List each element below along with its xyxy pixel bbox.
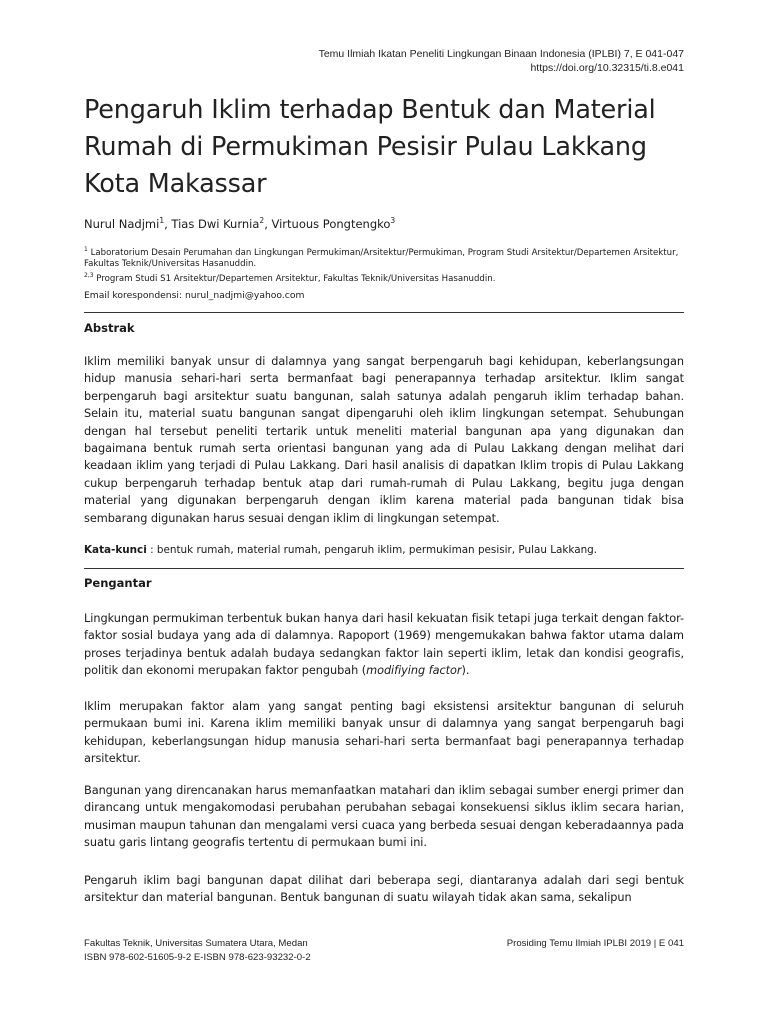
journal-citation: Temu Ilmiah Ikatan Peneliti Lingkungan Binaan Indonesia (IPLBI) 7, E 041-047 [318,48,684,60]
keywords [84,543,684,558]
footer-institution: Fakultas Teknik, Universitas Sumatera Utara, Medan [84,938,308,949]
author-affiliation-mark: 1 [159,216,165,225]
journal-header [84,47,684,75]
paper-title: Pengaruh Iklim terhadap Bentuk dan Material Rumah di Permukiman Pesisir Pulau Lakkang Kota Makassar [84,95,656,199]
keywords-separator: : [146,544,157,556]
affiliation-item [84,244,689,270]
author-affiliation-mark: 3 [390,216,396,225]
doi-link[interactable]: https://doi.org/10.32315/ti.8.e041 [530,62,684,74]
author-name: Tias Dwi Kurnia [171,216,260,231]
introduction-paragraph: Iklim merupakan faktor alam yang sangat penting bagi eksistensi arsitektur bangunan di seluruh permukaan bumi ini. Karena iklim memiliki banyak unsur di dalamnya yang sangat berpengaruh bagi kehidupan, keberlangsungan hidup manusia sehari-hari serta bermanfaat bagi penerapannya terhadap arsitektur. [84,700,684,766]
author-separator: , [264,216,272,231]
introduction-heading: Pengantar [84,576,152,590]
paragraph-text: ). [461,664,470,678]
introduction-paragraph [84,610,684,680]
introduction-paragraph: Pengaruh iklim bagi bangunan dapat dilihat dari beberapa segi, diantaranya adalah dari segi bentuk arsitektur dan material bangunan. Bentuk bangunan di suatu wilayah tidak akan sama, sekalipun [84,874,684,905]
correspondence-email: Email korespondensi: nurul_nadjmi@yahoo.com [84,290,305,301]
author-name: Virtuous Pongtengko [271,216,391,231]
italic-term: modifiying factor [366,664,462,678]
footer-left [84,937,311,965]
keywords-text: bentuk rumah, material rumah, pengaruh iklim, permukiman pesisir, Pulau Lakkang. [156,544,598,556]
divider [84,568,684,569]
author-affiliation-mark: 2 [259,216,265,225]
affiliation-mark: 2,3 [84,271,94,279]
affiliation-list [84,244,689,285]
affiliation-text: Laboratorium Desain Perumahan dan Lingkungan Permukiman/Arsitektur/Permukiman, Program Studi Arsitektur/Departemen Arsitektur, Fakultas Teknik/Universitas Hasanuddin. [84,247,679,269]
abstract-heading: Abstrak [84,321,135,335]
affiliation-item [84,270,689,285]
author-name: Nurul Nadjmi [84,216,160,231]
author-list [84,213,395,232]
affiliation-mark: 1 [84,246,88,253]
abstract-text: Iklim memiliki banyak unsur di dalamnya yang sangat berpengaruh bagi kehidupan, keberlangsungan hidup manusia sehari-hari serta bermanfaat bagi penerapannya terhadap arsitektur. Iklim sangat berpengaruh bagi arsitektur suatu bangunan, salah satunya adalah pengaruh iklim terhadap bahan. Selain itu, material suatu bangunan sangat dipengaruhi oleh iklim lingkungan setempat. Sehubungan dengan hal tersebut peneliti tertarik untuk meneliti material bangunan apa yang digunakan dan bagaimana bentuk rumah serta orientasi bangunan yang ada di Pulau Lakkang dengan melihat dari keadaan iklim yang terjadi di Pulau Lakkang. Dari hasil analisis di dapatkan Iklim tropis di Pulau Lakkang cukup berpengaruh terhadap bentuk atap dari rumah-rumah di Pulau Lakkang, begitu juga dengan material yang digunakan berpengaruh dengan iklim karena material pada bangunan tidak bisa sembarang digunakan harus sesuai dengan iklim di lingkungan setempat. [84,355,684,525]
introduction-paragraph: Bangunan yang direncanakan harus memanfaatkan matahari dan iklim sebagai sumber energi primer dan dirancang untuk mengakomodasi perubahan perubahan sebagai konsekuensi siklus iklim secara harian, musiman maupun tahunan dan mengalami versi cuaca yang berbeda sesuai dengan keberadaannya pada suatu garis lintang geografis tertentu di permukaan bumi ini. [84,784,684,850]
footer-isbn: ISBN 978-602-51605-9-2 E-ISBN 978-623-93232-0-2 [84,952,311,963]
author-separator: , [164,216,172,231]
paragraph-text: Lingkungan permukiman terbentuk bukan hanya dari hasil kekuatan fisik tetapi juga terkait dengan faktor-faktor sosial budaya yang ada di dalamnya. Rapoport (1969) mengemukakan bahwa faktor utama dalam proses terjadinya bentuk adalah budaya sedangkan faktor lain seperti iklim, letak dan kondisi geografis, politik dan ekonomi merupakan faktor pengubah ( [84,612,684,678]
affiliation-text: Program Studi S1 Arsitektur/Departemen Arsitektur, Fakultas Teknik/Universitas Hasanuddin. [96,273,496,284]
keywords-label: Kata-kunci [84,544,147,556]
footer-proceedings: Prosiding Temu Ilmiah IPLBI 2019 | E 041 [506,938,684,949]
divider [84,312,684,313]
